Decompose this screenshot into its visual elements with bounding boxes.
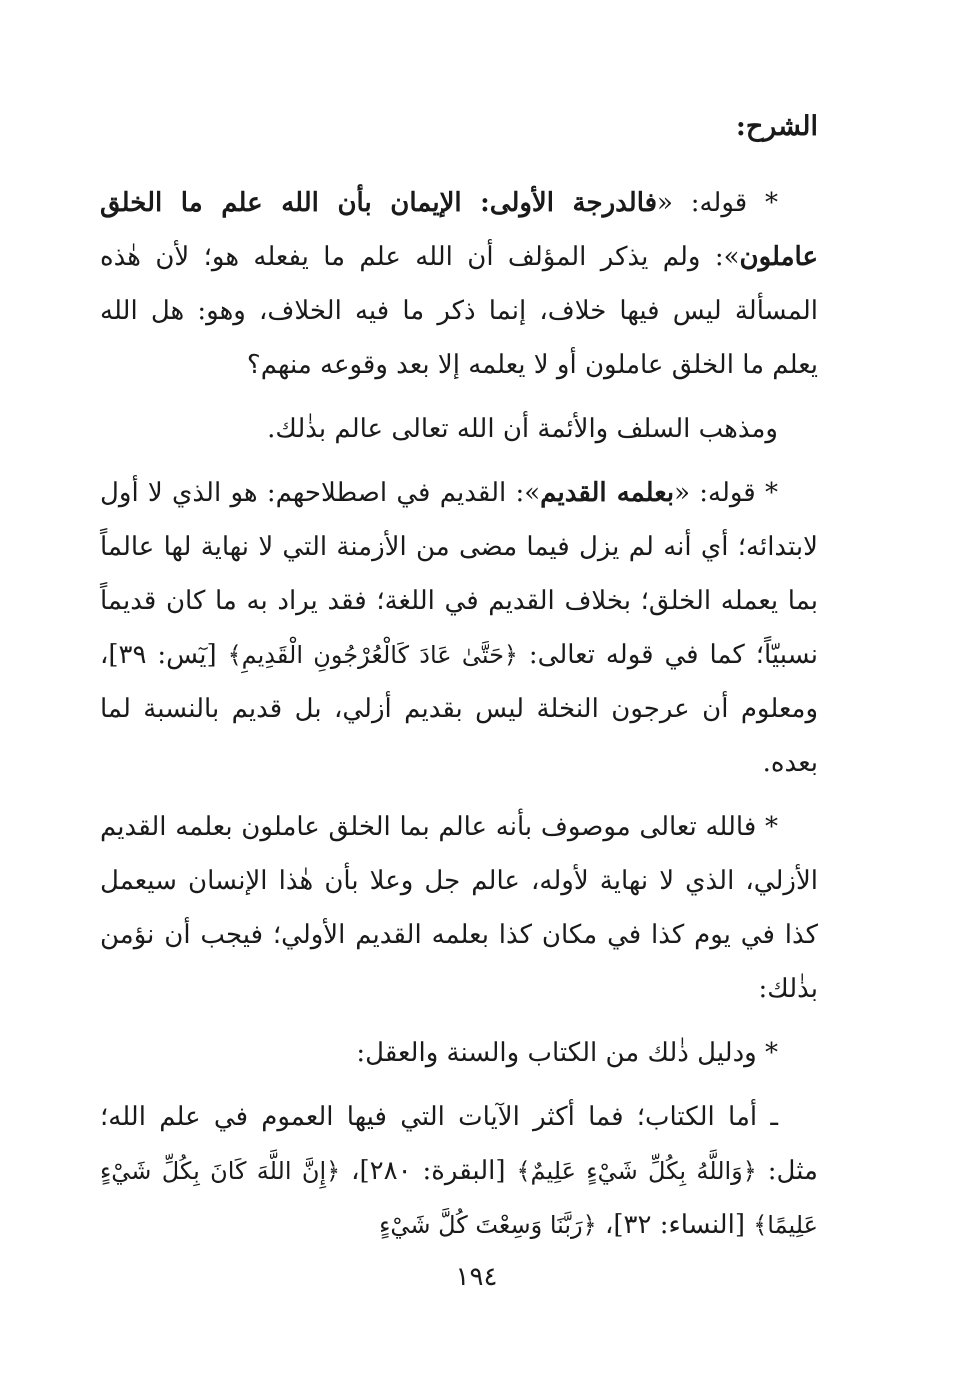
paragraph-1 (100, 176, 818, 392)
page-number: ١٩٤ (455, 1262, 498, 1292)
paragraph-text: فالله تعالى موصوف بأنه عالم بما الخلق عاملون بعلمه القديم الأزلي، الذي لا نهاية لأوله، عالم جل وعلا بأن هٰذا الإنسان سيعمل كذا في يوم كذا في مكان كذا بعلمه القديم الأولي؛ فيجب أن نؤمن بذٰلك: (100, 812, 818, 1004)
paragraph-4 (100, 800, 818, 1016)
quote-lead: قوله: « (674, 478, 756, 508)
paragraph-text: ـ أما الكتاب؛ فما أكثر الآيات التي فيها العموم في علم الله؛ مثل: (100, 1102, 818, 1186)
quote-lead: قوله: « (657, 188, 748, 218)
paragraph-2: ومذهب السلف والأئمة أن الله تعالى عالم بذٰلك. (267, 414, 778, 444)
verse-reference-1: [البقرة: ٢٨٠]، (340, 1156, 517, 1186)
bullet-star: * (756, 812, 778, 842)
bullet-star: * (747, 188, 779, 218)
page-body (100, 100, 818, 1262)
bullet-star: * (756, 1038, 778, 1068)
quoted-text: فالدرجة الأولى: الإيمان بأن الله علم ما الخلق عاملون (100, 188, 818, 272)
paragraph-text: »: ولم يذكر المؤلف أن الله علم ما يفعله هو؛ لأن هٰذه المسألة ليس فيها خلاف، إنما ذكر ما فيه الخلاف، وهو: هل الله يعلم ما الخلق عاملون أو لا يعلمه إلا بعد وقوعه منهم؟ (100, 242, 818, 380)
quran-verse-1: ﴿وَاللَّهُ بِكُلِّ شَيْءٍ عَلِيمٌ﴾ (516, 1157, 757, 1185)
paragraph-text-end: [يٓس: ٣٩]، ومعلوم أن عرجون النخلة ليس بقديم أزلي، بل قديم بالنسبة لما بعده. (100, 640, 818, 778)
quran-verse-2: ﴿إِنَّ اللَّهَ كَانَ بِكُلِّ شَيْءٍ عَلِيمًا﴾ (100, 1157, 818, 1239)
paragraph-text: »: القديم في اصطلاحهم: هو الذي لا أول لابتدائه؛ أي أنه لم يزل فيما مضى من الأزمنة التي لا نهاية لها عالماً بما يعمله الخلق؛ بخلاف القديم في اللغة؛ فقد يراد به ما كان قديماً نسبيّاً؛ كما في قوله تعالى: (100, 478, 819, 670)
paragraph-5 (100, 1026, 818, 1080)
section-heading: الشرح: (735, 111, 818, 142)
paragraph-3 (100, 466, 818, 790)
paragraph-6 (100, 1090, 818, 1252)
paragraph-text: ودليل ذٰلك من الكتاب والسنة والعقل: (356, 1038, 757, 1068)
quran-verse: ﴿حَتَّىٰ عَادَ كَالْعُرْجُونِ الْقَدِيمِ﴾ (227, 641, 518, 669)
verse-reference-2: [النساء: ٣٢]، (596, 1210, 754, 1240)
bullet-star: * (755, 478, 779, 508)
quoted-text: بعلمه القديم (540, 478, 675, 508)
quran-verse-3: ﴿رَبَّنَا وَسِعْتَ كُلَّ شَيْءٍ (379, 1211, 597, 1239)
